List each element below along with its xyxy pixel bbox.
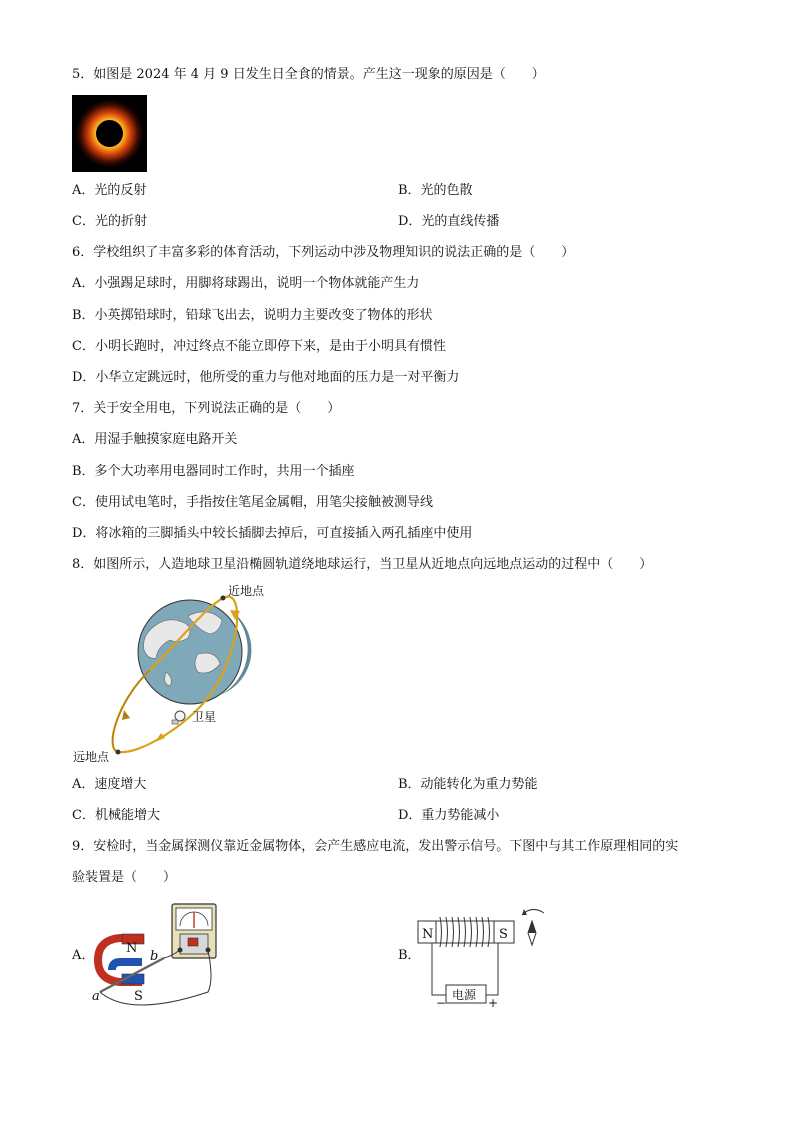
q6-option-d: D．小华立定跳远时，他所受的重力与他对地面的压力是一对平衡力: [72, 370, 460, 385]
q8-option-b: B．动能转化为重力势能: [398, 777, 538, 792]
q8-stem: 8．如图所示，人造地球卫星沿椭圆轨道绕地球运行，当卫星从近地点向远地点运动的过程中（ ）: [72, 557, 653, 572]
satellite-orbit-figure: [70, 580, 290, 770]
q5-option-b: B．光的色散: [398, 183, 473, 198]
galvanometer-magnet-figure: [90, 900, 230, 1010]
power-minus-label: −: [436, 996, 447, 1010]
q7-stem: 7．关于安全用电，下列说法正确的是（ ）: [72, 401, 341, 416]
q6-option-b: B．小英掷铅球时，铅球飞出去，说明力主要改变了物体的形状: [72, 308, 433, 323]
conductor-end-a-label: a: [92, 989, 100, 1004]
q9-stem-line1: 9．安检时，当金属探测仪靠近金属物体，会产生感应电流，发出警示信号。下图中与其工作原理相同的实: [72, 839, 679, 854]
q9-stem-line2: 验装置是（ ）: [72, 870, 177, 885]
q7-option-c: C．使用试电笔时，手指按住笔尾金属帽，用笔尖接触被测导线: [72, 495, 433, 510]
electromagnet-compass-figure: [414, 905, 564, 1010]
q8-option-a: A．速度增大: [72, 777, 147, 792]
coil-n-label: N: [422, 927, 434, 942]
solar-eclipse-image: [72, 95, 147, 172]
q6-stem: 6．学校组织了丰富多彩的体育活动，下列运动中涉及物理知识的说法正确的是（ ）: [72, 245, 575, 260]
apogee-label: 远地点: [73, 750, 110, 764]
q6-option-a: A．小强踢足球时，用脚将球踢出，说明一个物体就能产生力: [72, 276, 420, 291]
conductor-end-b-label: b: [150, 949, 159, 964]
perigee-label: 近地点: [228, 584, 265, 598]
q5-stem: 5．如图是 2024 年 4 月 9 日发生日全食的情景。产生这一现象的原因是（ ）: [72, 67, 545, 82]
power-source-label: 电源: [452, 988, 477, 1002]
q7-option-a: A．用湿手触摸家庭电路开关: [72, 432, 238, 447]
q5-option-d: D．光的直线传播: [398, 214, 500, 229]
q5-option-a: A．光的反射: [72, 183, 147, 198]
q7-option-b: B．多个大功率用电器同时工作时，共用一个插座: [72, 464, 355, 479]
satellite-label: 卫星: [192, 710, 217, 724]
q8-option-c: C．机械能增大: [72, 808, 160, 823]
q9-option-a: A．: [72, 948, 95, 963]
q5-option-c: C．光的折射: [72, 214, 147, 229]
q6-option-c: C．小明长跑时，冲过终点不能立即停下来，是由于小明具有惯性: [72, 339, 446, 354]
magnet-s-label: S: [134, 989, 143, 1004]
q7-option-d: D．将冰箱的三脚插头中较长插脚去掉后，可直接插入两孔插座中使用: [72, 526, 473, 541]
coil-s-label: S: [499, 927, 508, 942]
magnet-n-label: N: [126, 941, 138, 956]
q8-option-d: D．重力势能减小: [398, 808, 500, 823]
power-plus-label: +: [488, 996, 499, 1010]
q9-option-b: B．: [398, 948, 421, 963]
